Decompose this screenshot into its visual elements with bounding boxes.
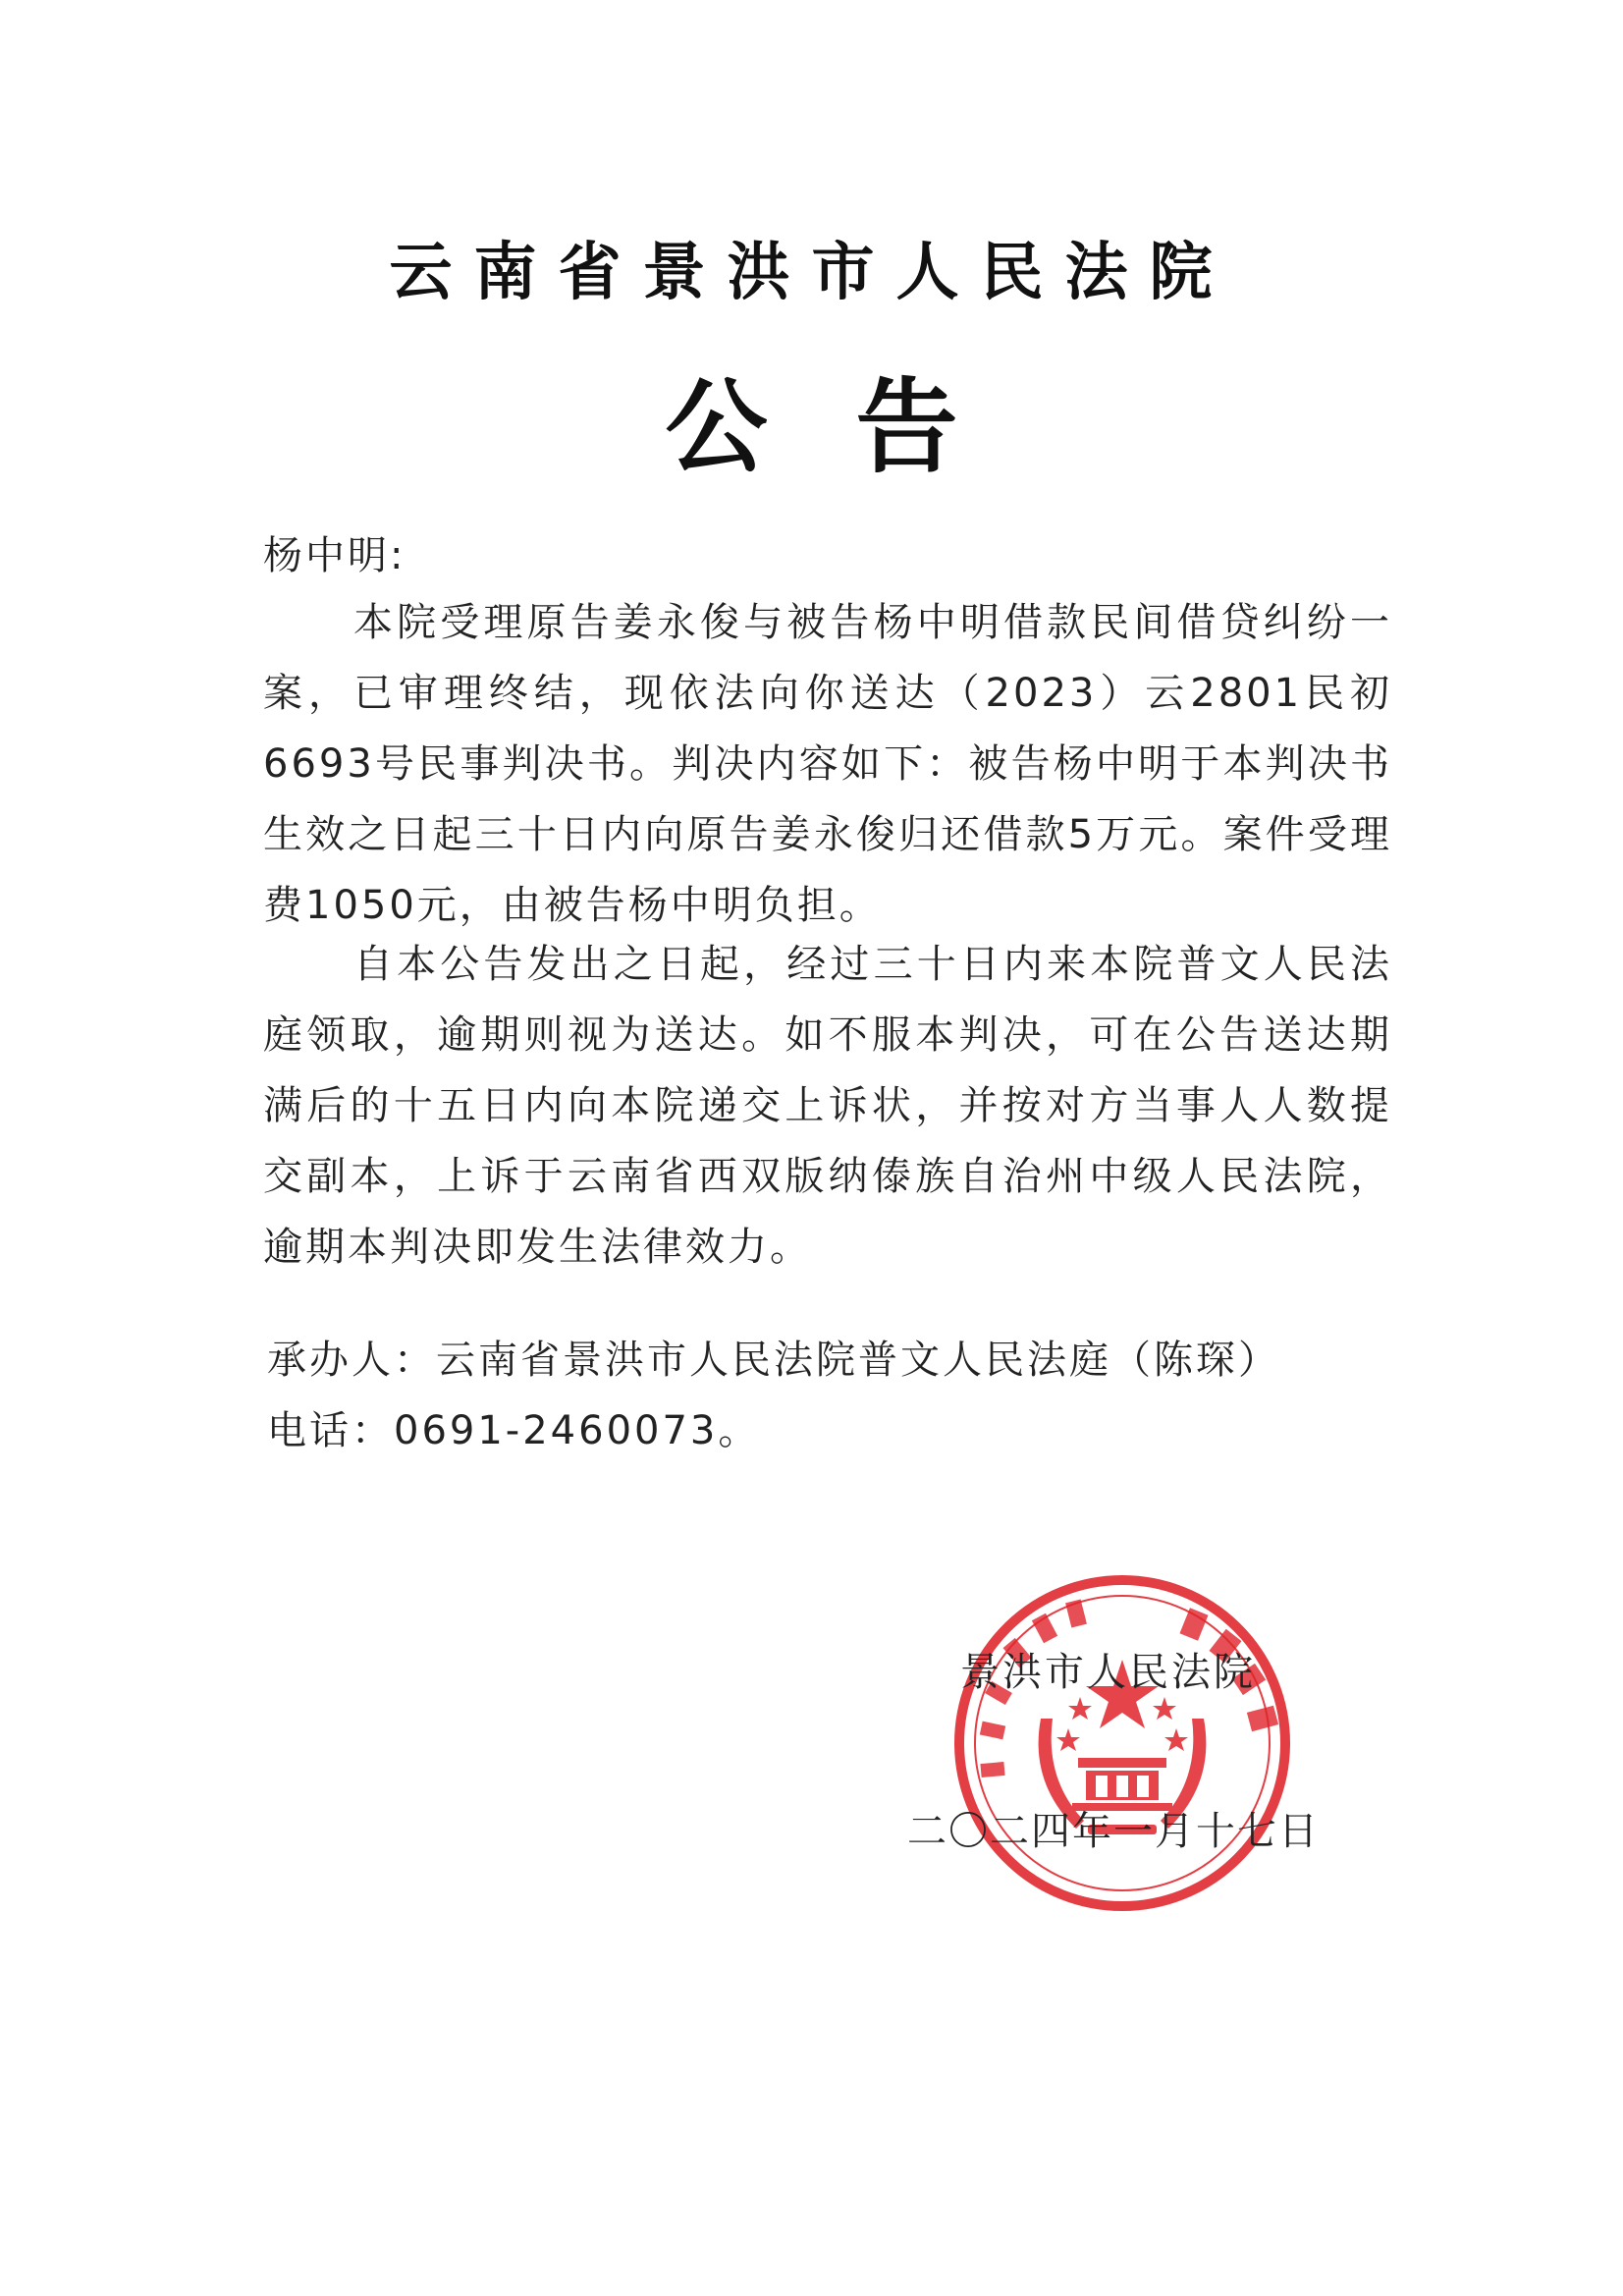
body-paragraph-appeal: 自本公告发出之日起，经过三十日内来本院普文人民法庭领取，逾期则视为送达。如不服本判决，可在公告送达期满后的十五日内向本院递交上诉状，并按对方当事人人数提交副本，上诉于云南省西双版纳傣族自治州中级人民法院，逾期本判决即发生法律效力。 — [263, 942, 1392, 1270]
court-name: 云南省景洪市人民法院 — [389, 236, 1234, 309]
signature-date: 二〇二四年一月十七日 — [907, 1809, 1320, 1854]
document-title: 公告 — [665, 366, 1047, 487]
phone-line: 电话：0691-2460073。 — [267, 1408, 761, 1453]
addressee: 杨中明: — [263, 533, 406, 578]
handler-line: 承办人：云南省景洪市人民法院普文人民法庭（陈琛） — [267, 1338, 1280, 1383]
body-paragraph-judgment: 本院受理原告姜永俊与被告杨中明借款民间借贷纠纷一案，已审理终结，现依法向你送达（2023）云2801民初6693号民事判决书。判决内容如下：被告杨中明于本判决书生效之日起三十日内向原告姜永俊归还借款5万元。案件受理费1050元，由被告杨中明负担。 — [263, 600, 1392, 928]
signature-court: 景洪市人民法院 — [960, 1650, 1256, 1695]
